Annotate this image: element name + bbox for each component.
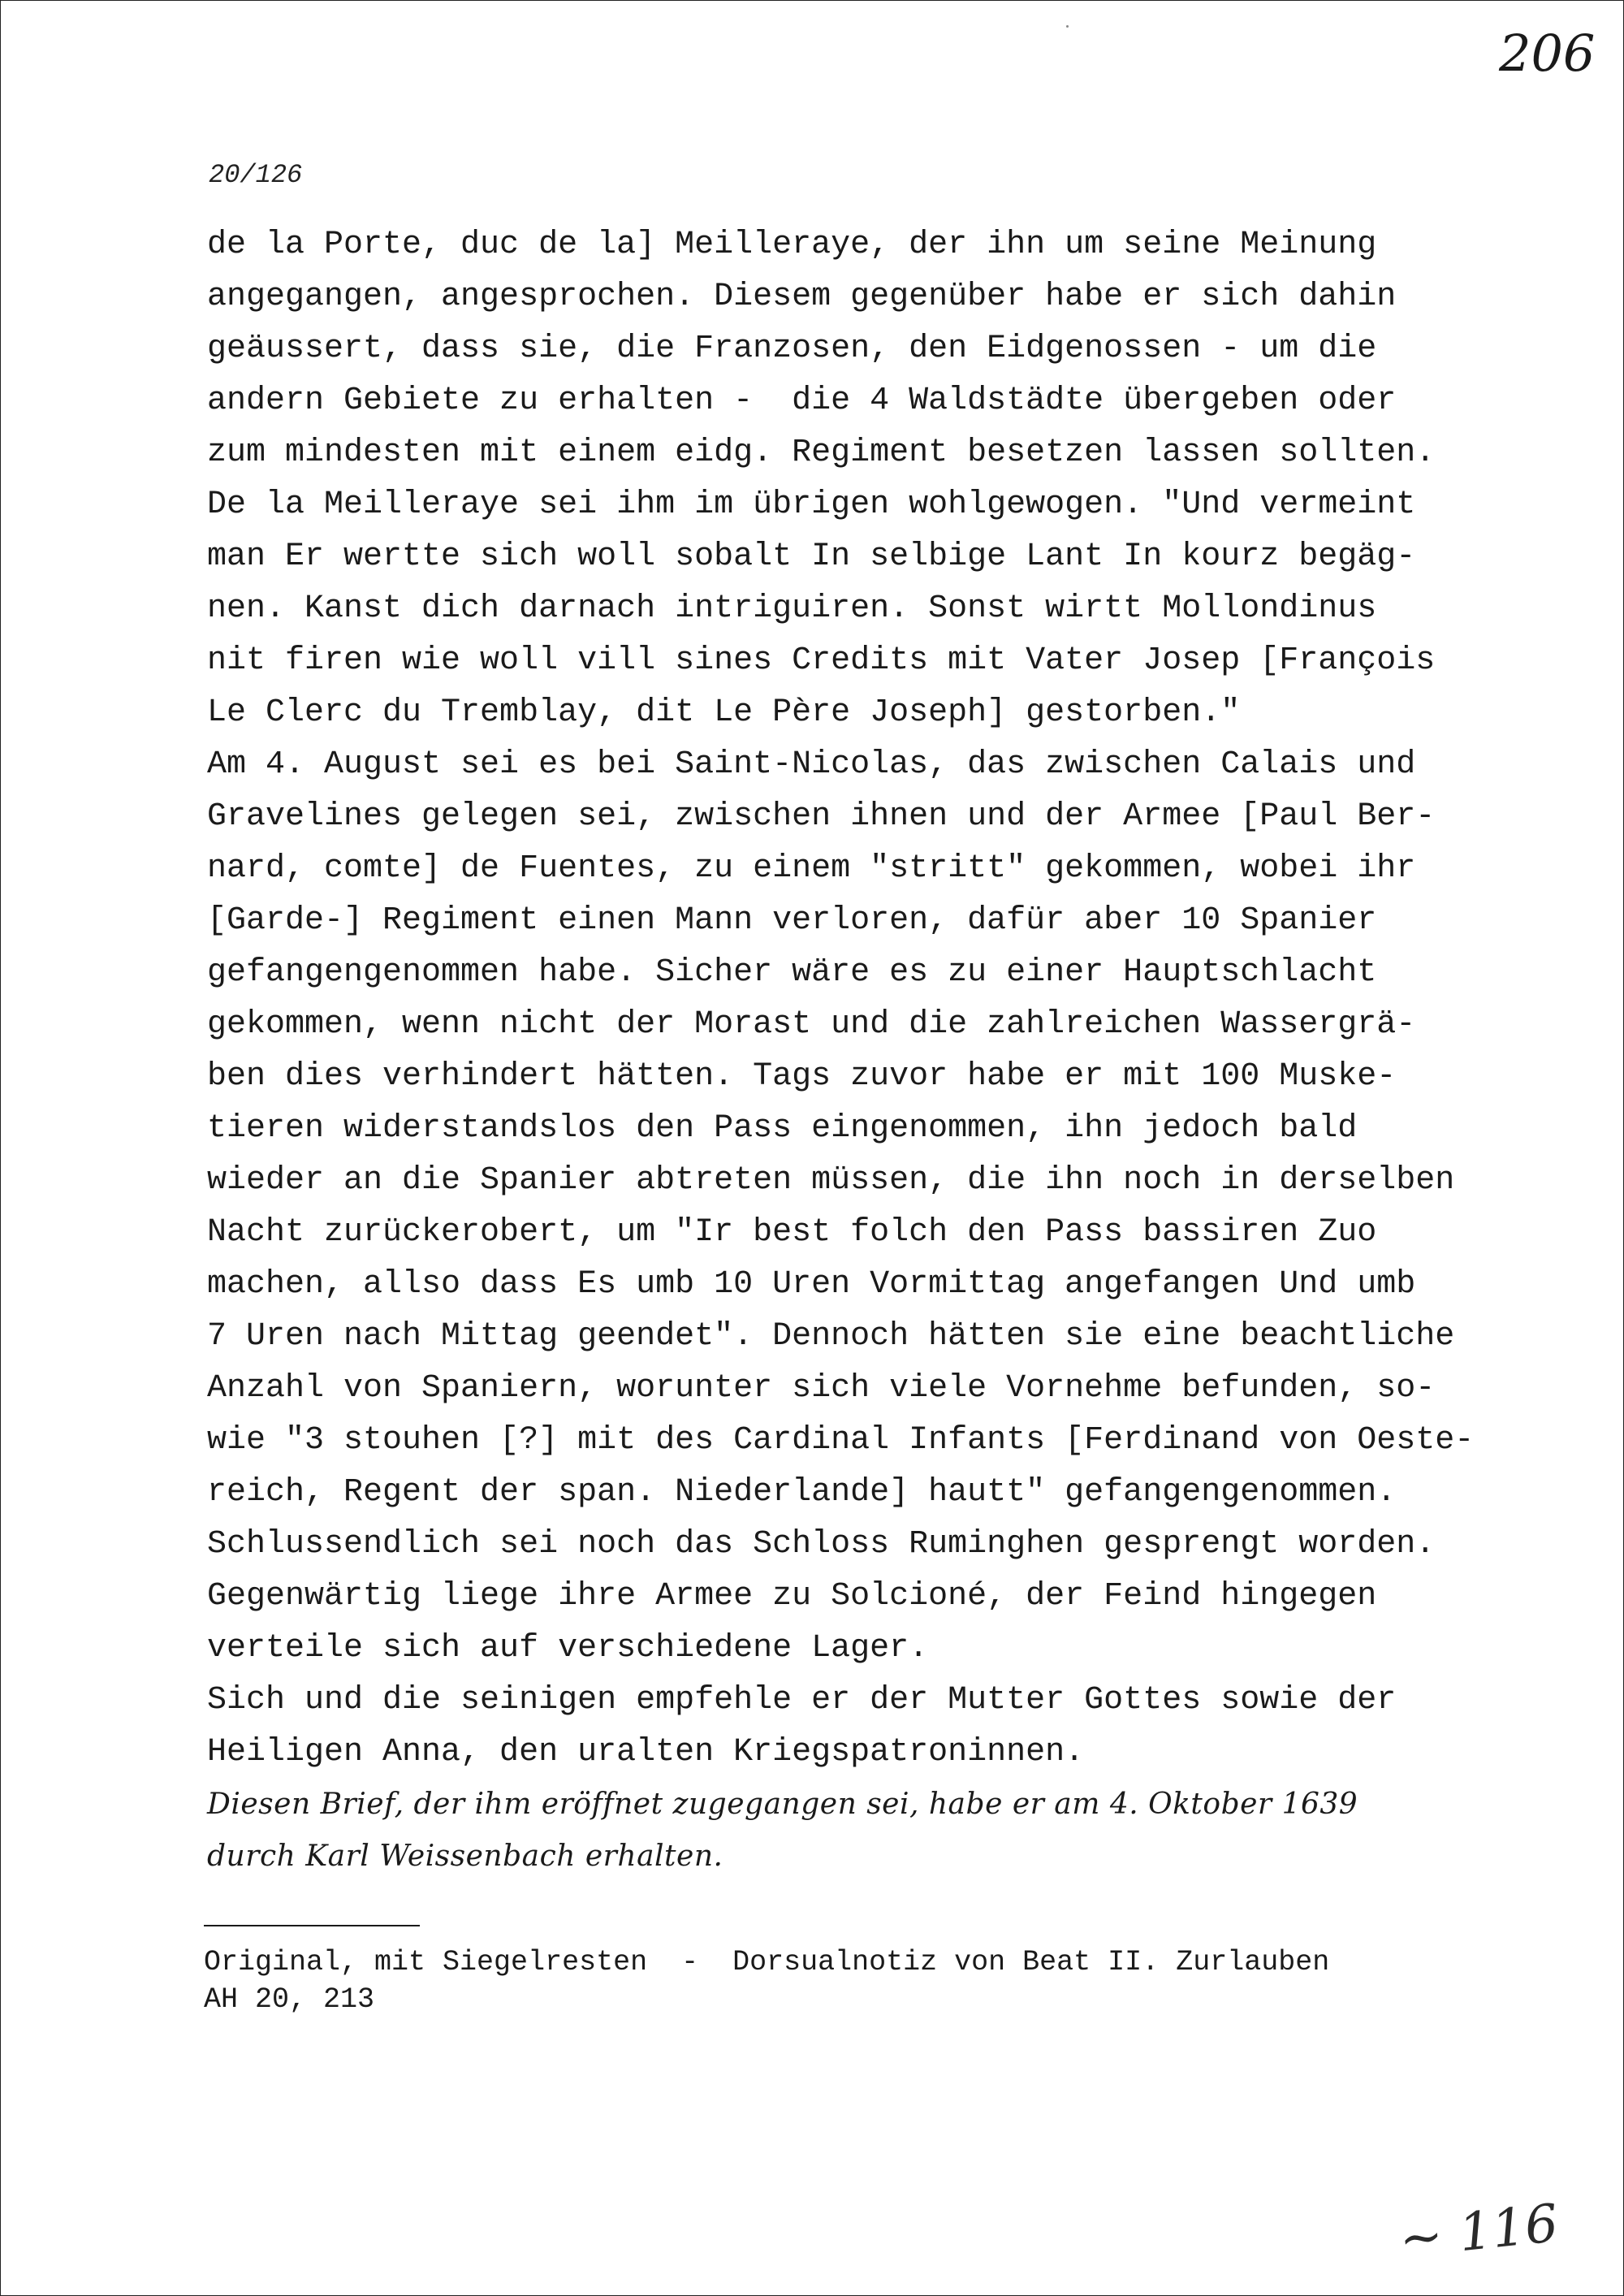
handwritten-line: durch Karl Weissenbach erhalten. xyxy=(207,1840,723,1873)
body-line: 7 Uren nach Mittag geendet". Dennoch hätten sie eine beachtliche xyxy=(207,1318,1455,1355)
body-line: de la Porte, duc de la] Meilleraye, der ihn um seine Meinung xyxy=(207,227,1377,263)
footnote xyxy=(204,1944,1329,2018)
body-line: Heiligen Anna, den uralten Kriegspatroninnen. xyxy=(207,1734,1085,1771)
body-text xyxy=(207,219,1587,1883)
body-line: Gegenwärtig liege ihre Armee zu Solcioné, der Feind hingegen xyxy=(207,1578,1377,1615)
scan-speck xyxy=(1066,25,1069,28)
body-line: nen. Kanst dich darnach intriguiren. Sonst wirtt Mollondinus xyxy=(207,590,1377,627)
body-line: man Er wertte sich woll sobalt In selbige Lant In kourz begäg- xyxy=(207,538,1416,575)
handwritten-line: Diesen Brief, der ihm eröffnet zugegangen sei, habe er am 4. Oktober 1639 xyxy=(207,1788,1358,1821)
body-line: wieder an die Spanier abtreten müssen, die ihn noch in derselben xyxy=(207,1162,1455,1199)
body-line: angegangen, angesprochen. Diesem gegenüber habe er sich dahin xyxy=(207,279,1397,315)
body-line: ben dies verhindert hätten. Tags zuvor habe er mit 100 Muske- xyxy=(207,1058,1397,1095)
body-line: verteile sich auf verschiedene Lager. xyxy=(207,1630,929,1667)
body-line: [Garde-] Regiment einen Mann verloren, dafür aber 10 Spanier xyxy=(207,902,1377,939)
document-reference: 20/126 xyxy=(209,160,303,190)
body-line: Sich und die seinigen empfehle er der Mutter Gottes sowie der xyxy=(207,1682,1397,1719)
body-line: tieren widerstandslos den Pass eingenommen, ihn jedoch bald xyxy=(207,1110,1358,1147)
body-line: wie "3 stouhen [?] mit des Cardinal Infants [Ferdinand von Oeste- xyxy=(207,1422,1475,1459)
body-line: nit firen wie woll vill sines Credits mit Vater Josep [François xyxy=(207,642,1436,679)
body-line: andern Gebiete zu erhalten - die 4 Waldstädte übergeben oder xyxy=(207,383,1397,419)
footnote-line: Original, mit Siegelresten - Dorsualnotiz von Beat II. Zurlauben xyxy=(204,1946,1330,1978)
body-line: Anzahl von Spaniern, worunter sich viele Vornehme befunden, so- xyxy=(207,1370,1436,1407)
body-line: gekommen, wenn nicht der Morast und die zahlreichen Wassergrä- xyxy=(207,1006,1416,1043)
body-line: Schlussendlich sei noch das Schloss Ruminghen gesprengt worden. xyxy=(207,1526,1436,1563)
body-line: Nacht zurückerobert, um "Ir best folch den Pass bassiren Zuo xyxy=(207,1214,1377,1251)
body-line: De la Meilleraye sei ihm im übrigen wohlgewogen. "Und vermeint xyxy=(207,486,1416,523)
page-number: 206 xyxy=(1499,24,1596,83)
body-line: machen, allso dass Es umb 10 Uren Vormittag angefangen Und umb xyxy=(207,1266,1416,1303)
body-line: Le Clerc du Tremblay, dit Le Père Joseph] gestorben." xyxy=(207,694,1241,731)
body-line: zum mindesten mit einem eidg. Regiment besetzen lassen sollten. xyxy=(207,435,1436,471)
archive-mark: ~ 116 xyxy=(1396,2193,1561,2271)
footnote-divider xyxy=(204,1925,420,1926)
body-line: nard, comte] de Fuentes, zu einem "stritt" gekommen, wobei ihr xyxy=(207,850,1416,887)
footnote-line: AH 20, 213 xyxy=(204,1983,375,2016)
body-line: Am 4. August sei es bei Saint-Nicolas, das zwischen Calais und xyxy=(207,746,1416,783)
body-line: gefangengenommen habe. Sicher wäre es zu einer Hauptschlacht xyxy=(207,954,1377,991)
body-line: geäussert, dass sie, die Franzosen, den Eidgenossen - um die xyxy=(207,331,1377,367)
body-line: Gravelines gelegen sei, zwischen ihnen und der Armee [Paul Ber- xyxy=(207,798,1436,835)
body-line: reich, Regent der span. Niederlande] hautt" gefangengenommen. xyxy=(207,1474,1397,1511)
